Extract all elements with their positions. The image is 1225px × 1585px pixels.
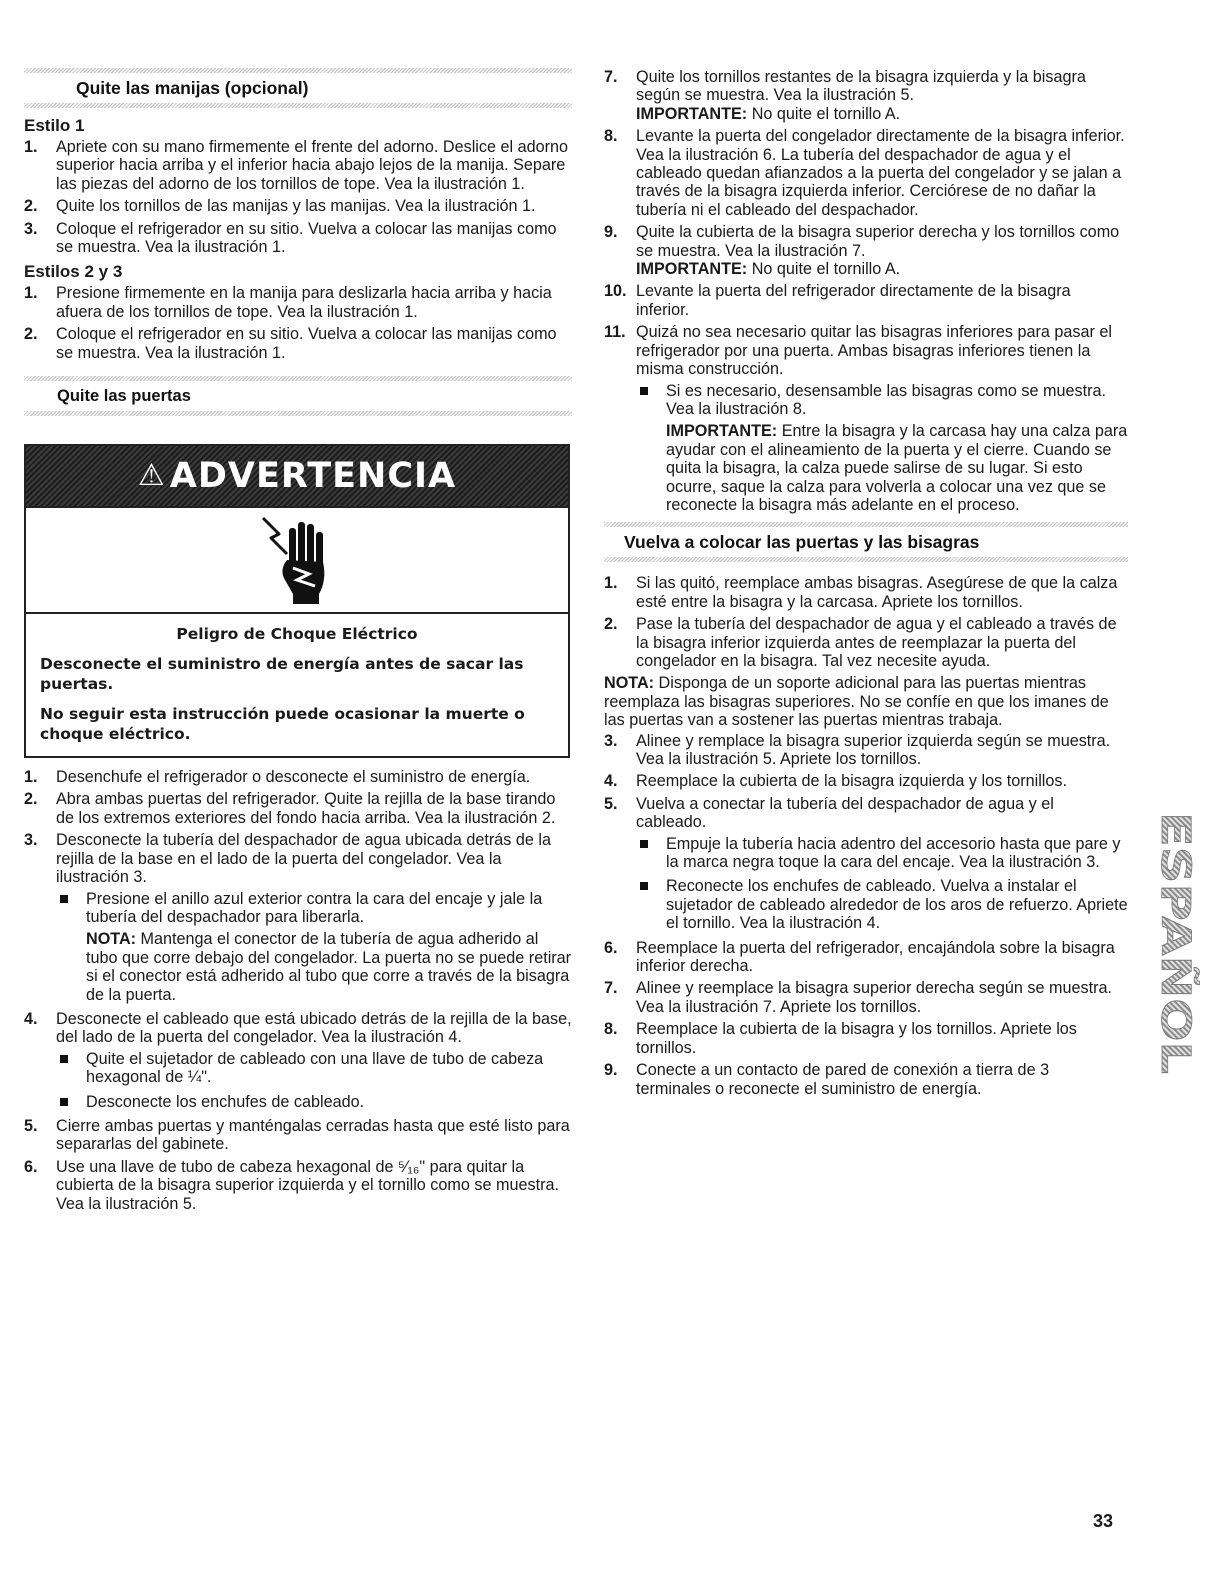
step-text: Quite los tornillos restantes de la bisagra izquierda y la bisagra según se muestra. Vea la ilustración 5. bbox=[636, 68, 1086, 105]
bullet-item bbox=[56, 890, 572, 1004]
left-column bbox=[24, 68, 572, 1217]
electric-shock-hand-icon bbox=[257, 514, 337, 606]
rule-bottom bbox=[24, 103, 572, 108]
bullet-icon bbox=[640, 882, 648, 890]
hazard-title: Peligro de Choque Eléctrico bbox=[176, 625, 418, 644]
step-text: Reemplace la cubierta de la bisagra y los tornillos. Apriete los tornillos. bbox=[636, 1020, 1077, 1057]
section-heading-remove-doors bbox=[24, 376, 572, 416]
step-text: Vuelva a conectar la tubería del despachador de agua y el cableado. bbox=[636, 794, 1054, 832]
section-title: Quite las puertas bbox=[57, 387, 191, 406]
bullet-text: Empuje la tubería hacia adentro del accesorio hasta que pare y la marca negra toque la cara del encaje. Vea la ilustración 3. bbox=[666, 834, 1121, 872]
step-text: Reemplace la puerta del refrigerador, encajándola sobre la bisagra inferior derecha. bbox=[636, 938, 1115, 976]
rule-bottom bbox=[24, 411, 572, 416]
section-title: Vuelva a colocar las puertas y las bisagras bbox=[624, 532, 980, 553]
language-side-tab bbox=[1150, 812, 1198, 1074]
important-text: No quite el tornillo A. bbox=[747, 104, 901, 123]
bullet-item bbox=[56, 1093, 572, 1111]
important-label: IMPORTANTE: bbox=[666, 422, 778, 441]
step-number: 3. bbox=[604, 731, 618, 750]
step-number: 5. bbox=[604, 794, 618, 813]
step-text: Quite los tornillos de las manijas y las manijas. Vea la ilustración 1. bbox=[56, 197, 536, 216]
sub-list bbox=[56, 890, 572, 1004]
warning-box bbox=[24, 444, 570, 758]
step-number: 6. bbox=[604, 938, 618, 957]
side-tab-text: ESPAÑOL bbox=[1152, 812, 1198, 1018]
bullet-text: Presione el anillo azul exterior contra la cara del encaje y jale la tubería del despachador para liberarla. bbox=[86, 889, 543, 926]
list-item bbox=[604, 732, 1128, 769]
step-text: Quizá no sea necesario quitar las bisagras inferiores para pasar el refrigerador por una puerta. Ambas bisagras inferiores tienen la misma construcción. bbox=[636, 323, 1112, 379]
step-text: Coloque el refrigerador en su sitio. Vuelva a colocar las manijas como se muestra. Vea la ilustración 1. bbox=[56, 325, 557, 362]
warning-line-2: No seguir esta instrucción puede ocasionar la muerte o choque eléctrico. bbox=[40, 705, 525, 744]
step-text: Quite la cubierta de la bisagra superior derecha y los tornillos como se muestra. Vea la ilustración 7. bbox=[636, 223, 1120, 260]
section-heading-remove-handles bbox=[24, 68, 572, 108]
step-text: Levante la puerta del refrigerador directamente de la bisagra inferior. bbox=[636, 282, 1071, 319]
bullet-icon bbox=[640, 840, 648, 848]
step-text: Pase la tubería del despachador de agua y el cableado a través de la bisagra inferior izquierda antes de reemplazar la puerta del congelador en la bisagra. Tal vez necesite ayuda. bbox=[636, 615, 1117, 670]
step-number: 11. bbox=[604, 323, 626, 342]
reinstall-steps-continued bbox=[604, 732, 1128, 1098]
step-number: 1. bbox=[24, 768, 38, 787]
list-item bbox=[24, 1158, 572, 1213]
step-text: Alinee y remplace la bisagra superior izquierda según se muestra. Vea la ilustración 5. Apriete los tornillos. bbox=[636, 731, 1111, 768]
list-item bbox=[604, 615, 1128, 670]
step-text: Levante la puerta del congelador directamente de la bisagra inferior. Vea la ilustración 6. La tubería del despachador de agua y el cableado quedan afianzados a la puerta del congelador y se jalan a través de la bisagra izquierda inferior. Cerciórese de no dañar la tubería ni el cableado del despachador. bbox=[636, 127, 1125, 219]
step-number: 4. bbox=[24, 1009, 38, 1028]
important-label: IMPORTANTE: bbox=[636, 104, 748, 123]
bullet-text: Reconecte los enchufes de cableado. Vuelva a instalar el sujetador de cableado alrededor de los aros de refuerzo. Apriete el tornillo. Vea la ilustración 4. bbox=[666, 877, 1128, 933]
warning-icon-row bbox=[26, 508, 568, 614]
bullet-text: Desconecte los enchufes de cableado. bbox=[86, 1092, 365, 1111]
bullet-icon bbox=[60, 895, 68, 903]
note-text: Disponga de un soporte adicional para las puertas mientras reemplaza las bisagras superiores. No se confíe en que los imanes de las puertas van a sostener las puertas mientras trabaja. bbox=[604, 674, 1109, 730]
step-number: 7. bbox=[604, 979, 618, 998]
step-number: 5. bbox=[24, 1116, 38, 1135]
list-item bbox=[604, 979, 1128, 1016]
note-label: NOTA: bbox=[604, 674, 655, 693]
step-text: Reemplace la cubierta de la bisagra izquierda y los tornillos. bbox=[636, 772, 1067, 791]
bullet-item bbox=[636, 877, 1128, 932]
warning-text bbox=[26, 614, 568, 756]
warning-banner bbox=[26, 446, 568, 508]
step-text: Abra ambas puertas del refrigerador. Quite la rejilla de la base tirando de los extremos exteriores del fondo hacia arriba. Vea la ilustración 2. bbox=[56, 790, 556, 827]
list-item bbox=[604, 127, 1128, 219]
step-number: 10. bbox=[604, 282, 627, 301]
list-item bbox=[604, 574, 1128, 611]
list-item bbox=[24, 790, 572, 827]
step-text: Coloque el refrigerador en su sitio. Vuelva a colocar las manijas como se muestra. Vea la ilustración 1. bbox=[56, 219, 557, 257]
note-label: NOTA: bbox=[86, 930, 137, 949]
list-item bbox=[24, 768, 572, 786]
important-note bbox=[666, 422, 1128, 514]
list-item bbox=[604, 772, 1128, 790]
sub-list bbox=[636, 835, 1128, 933]
step-number: 2. bbox=[24, 197, 38, 216]
step-number: 7. bbox=[604, 68, 618, 86]
remove-doors-steps bbox=[24, 768, 572, 1213]
step-text: Use una llave de tubo de cabeza hexagonal de ⁵⁄₁₆" para quitar la cubierta de la bisagra superior izquierda y el tornillo como se muestra. Vea la ilustración 5. bbox=[56, 1157, 559, 1213]
step-number: 8. bbox=[604, 127, 618, 146]
bullet-icon bbox=[640, 387, 648, 395]
step-number: 1. bbox=[24, 138, 38, 156]
list-item bbox=[24, 1117, 572, 1154]
step-number: 9. bbox=[604, 223, 618, 242]
warning-title: ADVERTENCIA bbox=[169, 455, 457, 496]
reinstall-note bbox=[604, 674, 1128, 729]
list-item bbox=[24, 284, 572, 321]
style1-heading: Estilo 1 bbox=[24, 116, 85, 135]
list-item bbox=[604, 68, 1128, 123]
style23-heading: Estilos 2 y 3 bbox=[24, 262, 123, 282]
sub-list bbox=[636, 382, 1128, 515]
step-number: 6. bbox=[24, 1157, 38, 1176]
style1-steps bbox=[24, 138, 572, 256]
bullet-item bbox=[636, 835, 1128, 872]
step-number: 3. bbox=[24, 831, 38, 850]
list-item bbox=[604, 282, 1128, 319]
remove-doors-steps-continued bbox=[604, 68, 1128, 514]
style23-steps bbox=[24, 284, 572, 362]
bullet-item bbox=[636, 382, 1128, 515]
important-note bbox=[636, 260, 1128, 278]
step-number: 1. bbox=[604, 574, 618, 593]
step-text: Desconecte el cableado que está ubicado detrás de la rejilla de la base, del lado de la puerta del congelador. Vea la ilustración 4. bbox=[56, 1009, 572, 1047]
step-number: 8. bbox=[604, 1020, 618, 1039]
step-number: 2. bbox=[604, 615, 618, 634]
step-text: Desenchufe el refrigerador o desconecte el suministro de energía. bbox=[56, 768, 531, 787]
step-text: Conecte a un contacto de pared de conexión a tierra de 3 terminales o reconecte el suministro de energía. bbox=[636, 1061, 1050, 1098]
bullet-text: Si es necesario, desensamble las bisagras como se muestra. Vea la ilustración 8. bbox=[666, 381, 1106, 418]
list-item bbox=[604, 795, 1128, 933]
bullet-item bbox=[56, 1050, 572, 1087]
step-number: 2. bbox=[24, 790, 38, 809]
list-item bbox=[604, 1020, 1128, 1057]
bullet-icon bbox=[60, 1055, 68, 1063]
warning-line-1: Desconecte el suministro de energía antes de sacar las puertas. bbox=[40, 655, 524, 694]
step-text: Desconecte la tubería del despachador de agua ubicada detrás de la rejilla de la base en el lado de la puerta del congelador. Vea la ilustración 3. bbox=[56, 831, 551, 887]
page-number: 33 bbox=[1093, 1511, 1114, 1531]
warning-triangle-icon: ⚠ bbox=[137, 457, 166, 493]
section-title: Quite las manijas (opcional) bbox=[76, 78, 309, 98]
right-column bbox=[604, 68, 1128, 1102]
rule-bottom bbox=[604, 557, 1128, 562]
list-item bbox=[24, 197, 572, 215]
step-number: 2. bbox=[24, 325, 38, 344]
list-item bbox=[24, 831, 572, 1004]
list-item bbox=[604, 223, 1128, 278]
step-text: Presione firmemente en la manija para deslizarla hacia arriba y hacia afuera de los tornillos de tope. Vea la ilustración 1. bbox=[56, 284, 552, 321]
step-number: 1. bbox=[24, 284, 38, 303]
section-heading-reinstall bbox=[604, 522, 1128, 562]
step-text: Cierre ambas puertas y manténgalas cerradas hasta que esté listo para separarlas del gabinete. bbox=[56, 1116, 570, 1154]
step-text: Si las quitó, reemplace ambas bisagras. Asegúrese de que la calza esté entre la bisagra y la carcasa. Apriete los tornillos. bbox=[636, 574, 1118, 611]
step-number: 4. bbox=[604, 772, 618, 791]
step-number: 3. bbox=[24, 219, 38, 238]
list-item bbox=[24, 220, 572, 257]
step-number: 9. bbox=[604, 1061, 618, 1080]
important-text: Entre la bisagra y la carcasa hay una calza para ayudar con el alineamiento de la puerta y el cierre. Cuando se quita la bisagra, la calza puede salirse de su lugar. Si esto ocurre, saque la calza para volverla a colocar una vez que se reconecte la bisagra más adelante en el proceso. bbox=[666, 422, 1128, 514]
bullet-text: Quite el sujetador de cableado con una llave de tubo de cabeza hexagonal de ¼". bbox=[86, 1049, 544, 1087]
bullet-icon bbox=[60, 1098, 68, 1106]
list-item bbox=[604, 323, 1128, 514]
note-text: Mantenga el conector de la tubería de agua adherido al tubo que corre debajo del congelador. La puerta no se puede retirar si el conector está adherido al tubo que corre a través de la bisagra de la puerta. bbox=[86, 930, 572, 1004]
list-item bbox=[24, 138, 572, 193]
reinstall-steps bbox=[604, 574, 1128, 670]
list-item bbox=[604, 1061, 1128, 1098]
list-item bbox=[604, 939, 1128, 976]
important-label: IMPORTANTE: bbox=[636, 260, 748, 279]
step-text: Alinee y reemplace la bisagra superior derecha según se muestra. Vea la ilustración 7. Apriete los tornillos. bbox=[636, 979, 1112, 1016]
sub-list bbox=[56, 1050, 572, 1111]
important-text: No quite el tornillo A. bbox=[747, 260, 901, 279]
important-note bbox=[636, 105, 1128, 123]
note bbox=[86, 930, 572, 1004]
list-item bbox=[24, 325, 572, 362]
step-text: Apriete con su mano firmemente el frente del adorno. Deslice el adorno superior hacia arriba y el inferior hacia abajo lejos de la manija. Separe las piezas del adorno de los tornillos de tope. Vea la ilustración 1. bbox=[56, 138, 568, 193]
list-item bbox=[24, 1010, 572, 1111]
